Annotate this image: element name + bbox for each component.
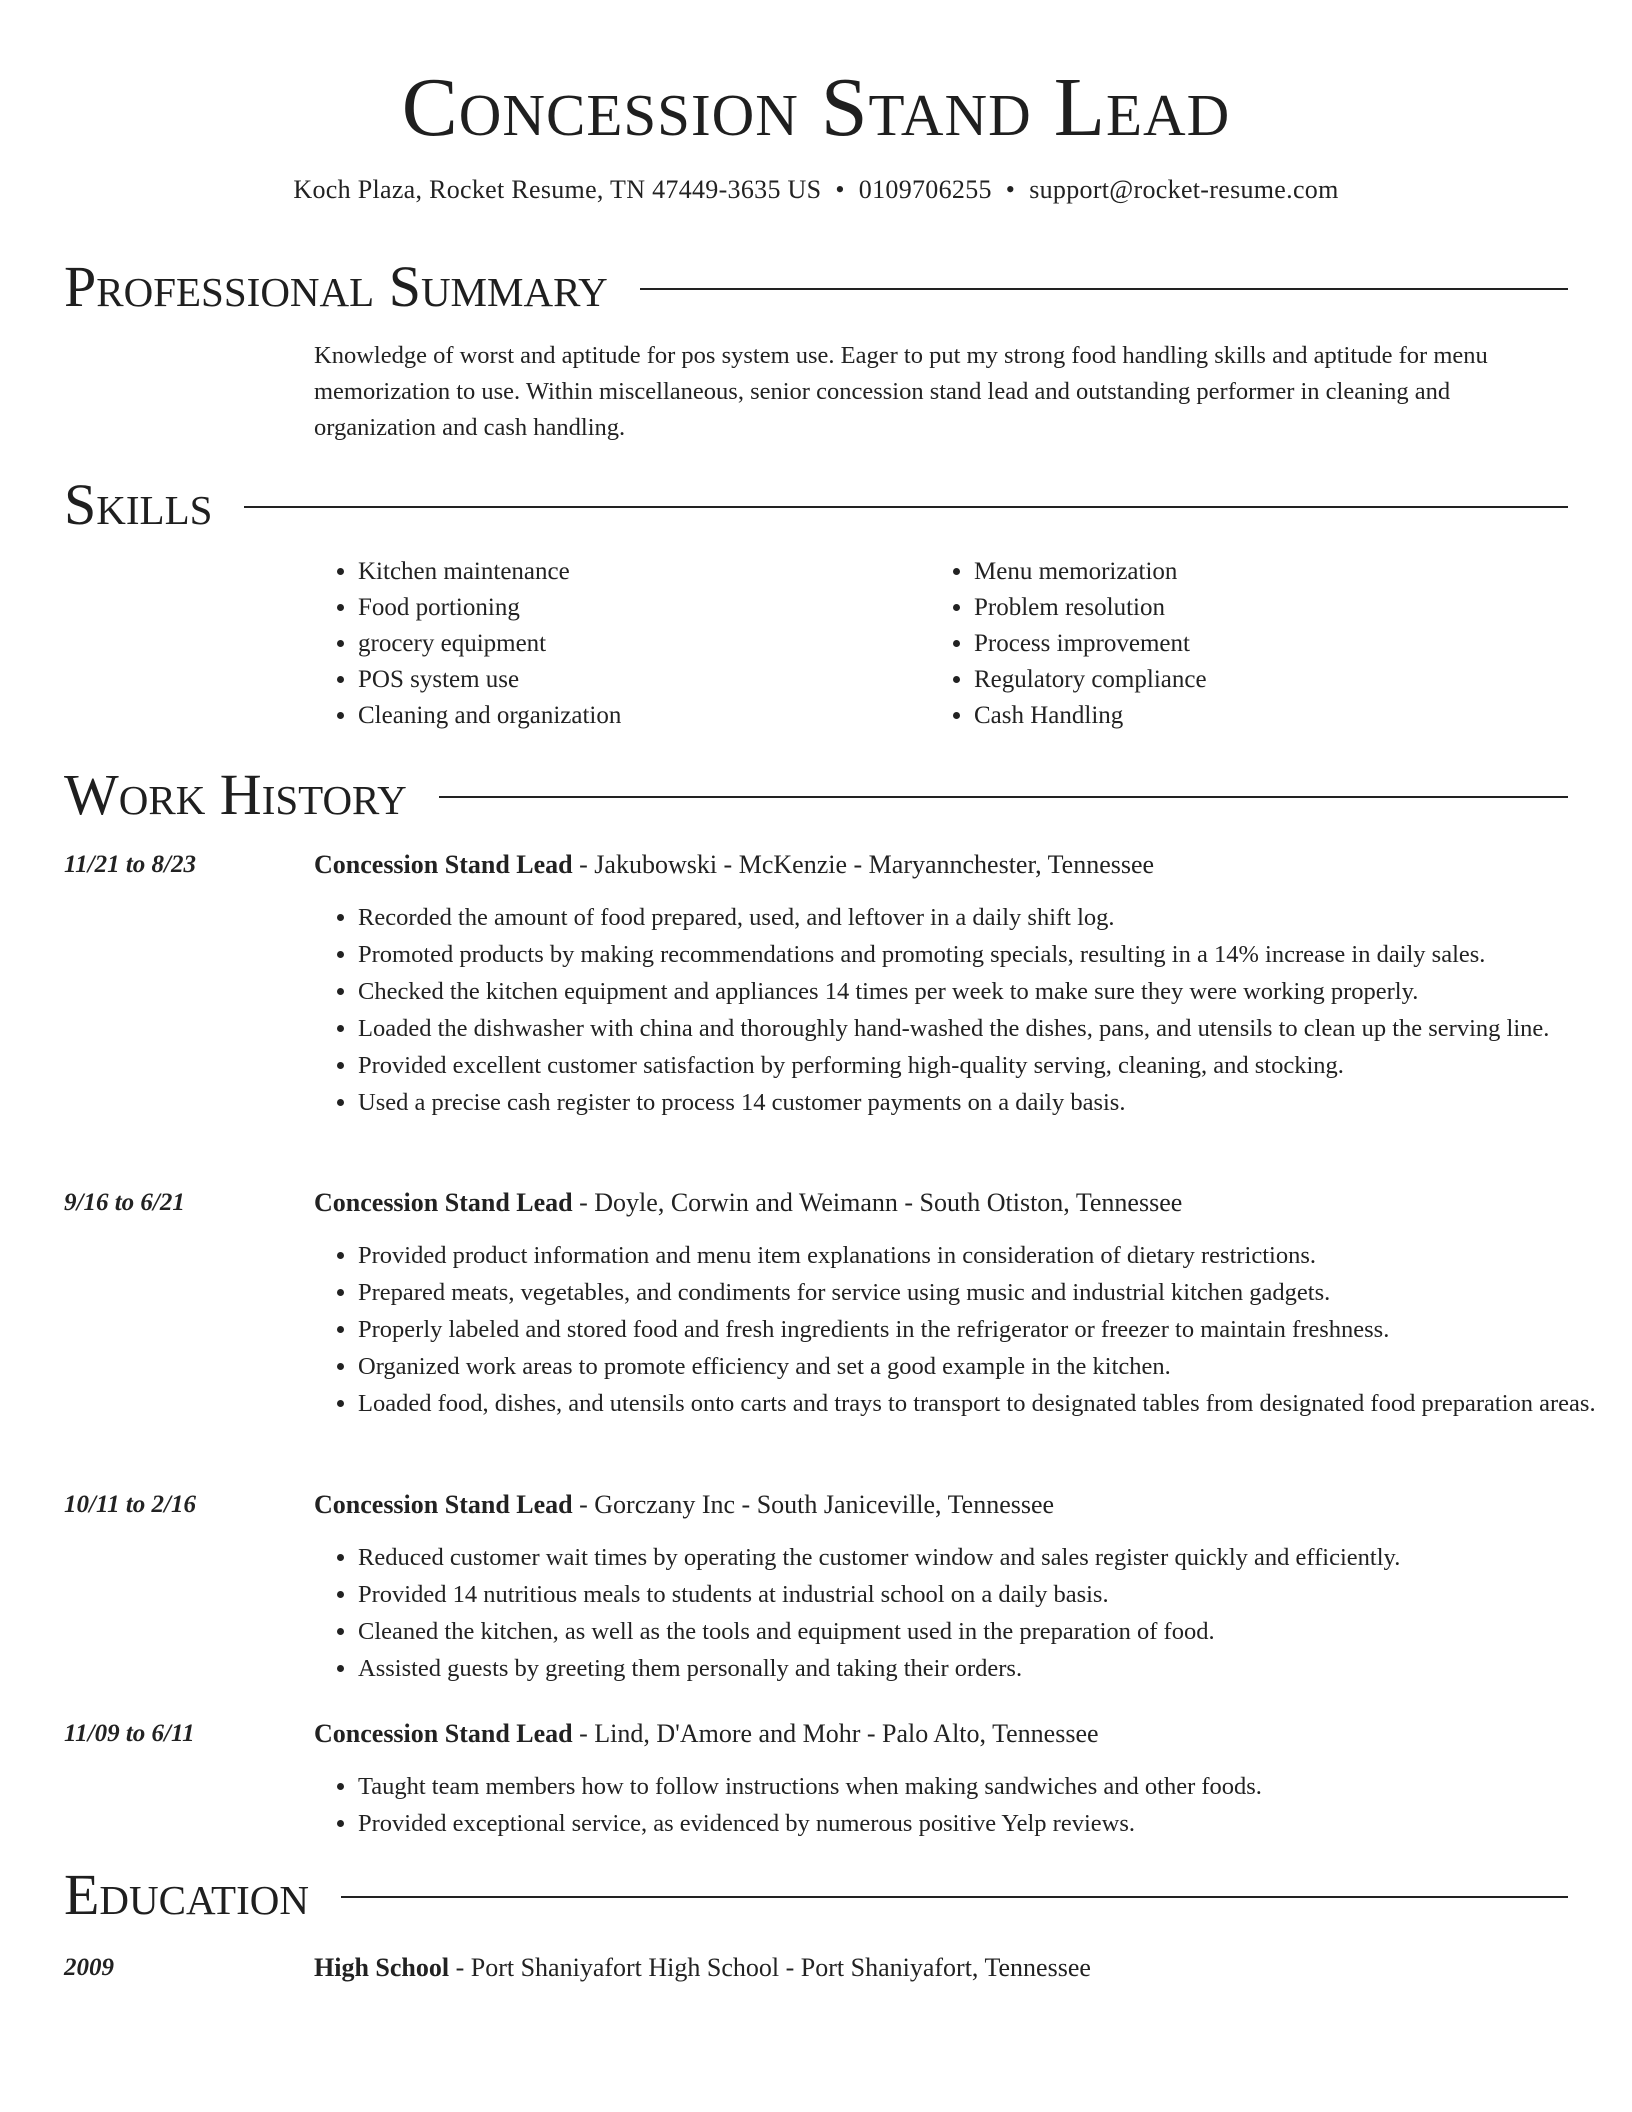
job-bullet-list bbox=[314, 900, 1612, 1122]
job-bullet: • Provided exceptional service, as evidenced by numerous positive Yelp reviews. bbox=[358, 1806, 1612, 1842]
section-divider bbox=[640, 288, 1568, 290]
skill-item: • Menu memorization bbox=[974, 554, 1207, 590]
contact-line bbox=[0, 172, 1632, 208]
contact-email: support@rocket-resume.com bbox=[1029, 175, 1339, 204]
job-dates: 10/11 to 2/16 bbox=[64, 1491, 196, 1518]
skill-item: • Kitchen maintenance bbox=[358, 554, 621, 590]
job-bullet: • Loaded the dishwasher with china and thoroughly hand-washed the dishes, pans, and utensils to clean up the serving line. bbox=[358, 1011, 1612, 1047]
contact-separator: • bbox=[835, 175, 845, 204]
skill-item: • Cash Handling bbox=[974, 698, 1207, 734]
skill-item: • Food portioning bbox=[358, 590, 621, 626]
education-school-location: - Port Shaniyafort High School - Port Shaniyafort, Tennessee bbox=[449, 1953, 1091, 1982]
job-heading bbox=[314, 1186, 1568, 1220]
section-divider bbox=[244, 506, 1568, 508]
job-bullet: • Taught team members how to follow instructions when making sandwiches and other foods. bbox=[358, 1769, 1612, 1805]
skill-item: • grocery equipment bbox=[358, 626, 621, 662]
job-bullet-list bbox=[314, 1238, 1612, 1423]
job-heading bbox=[314, 1488, 1568, 1522]
education-degree: High School bbox=[314, 1953, 450, 1982]
job-employer-location: - Doyle, Corwin and Weimann - South Otiston, Tennessee bbox=[572, 1188, 1183, 1217]
work-heading: Work History bbox=[64, 762, 407, 827]
education-section-header bbox=[64, 1860, 1568, 1930]
job-bullet: • Properly labeled and stored food and fresh ingredients in the refrigerator or freezer to maintain freshness. bbox=[358, 1312, 1612, 1348]
job-bullet-list bbox=[314, 1769, 1612, 1843]
skill-item: • Cleaning and organization bbox=[358, 698, 621, 734]
skills-list-left bbox=[314, 554, 621, 734]
job-bullet: • Recorded the amount of food prepared, used, and leftover in a daily shift log. bbox=[358, 900, 1612, 936]
job-dates: 9/16 to 6/21 bbox=[64, 1189, 185, 1216]
skills-section-header bbox=[64, 470, 1568, 540]
job-bullet: • Prepared meats, vegetables, and condiments for service using music and industrial kitchen gadgets. bbox=[358, 1275, 1612, 1311]
job-dates: 11/09 to 6/11 bbox=[64, 1720, 195, 1747]
job-bullet: • Cleaned the kitchen, as well as the tools and equipment used in the preparation of food. bbox=[358, 1614, 1612, 1650]
job-bullet: • Checked the kitchen equipment and appliances 14 times per week to make sure they were working properly. bbox=[358, 974, 1612, 1010]
contact-address: Koch Plaza, Rocket Resume, TN 47449-3635 US bbox=[293, 175, 822, 204]
job-bullet: • Organized work areas to promote efficiency and set a good example in the kitchen. bbox=[358, 1349, 1612, 1385]
job-title: Concession Stand Lead bbox=[314, 1719, 573, 1748]
skill-item: • POS system use bbox=[358, 662, 621, 698]
section-divider bbox=[439, 796, 1568, 798]
job-bullet-list bbox=[314, 1540, 1612, 1688]
job-employer-location: - Lind, D'Amore and Mohr - Palo Alto, Tennessee bbox=[572, 1719, 1099, 1748]
job-title: Concession Stand Lead bbox=[314, 1188, 573, 1217]
contact-phone: 0109706255 bbox=[858, 175, 992, 204]
section-divider bbox=[341, 1896, 1568, 1898]
job-bullet: • Promoted products by making recommendations and promoting specials, resulting in a 14% increase in daily sales. bbox=[358, 937, 1612, 973]
skills-list-right bbox=[930, 554, 1207, 734]
summary-section-header bbox=[64, 252, 1568, 322]
job-bullet: • Reduced customer wait times by operating the customer window and sales register quickly and efficiently. bbox=[358, 1540, 1612, 1576]
candidate-name: Concession Stand Lead bbox=[401, 61, 1231, 154]
job-employer-location: - Jakubowski - McKenzie - Maryannchester, Tennessee bbox=[572, 850, 1155, 879]
job-title: Concession Stand Lead bbox=[314, 850, 573, 879]
job-bullet: • Provided excellent customer satisfaction by performing high-quality serving, cleaning, and stocking. bbox=[358, 1048, 1612, 1084]
contact-separator: • bbox=[1005, 175, 1016, 204]
job-bullet: • Provided 14 nutritious meals to students at industrial school on a daily basis. bbox=[358, 1577, 1612, 1613]
job-bullet: • Loaded food, dishes, and utensils onto carts and trays to transport to designated tables from designated food preparation areas. bbox=[358, 1386, 1612, 1422]
skill-item: • Process improvement bbox=[974, 626, 1207, 662]
job-dates: 11/21 to 8/23 bbox=[64, 851, 196, 878]
skill-item: • Regulatory compliance bbox=[974, 662, 1207, 698]
job-heading bbox=[314, 1717, 1568, 1751]
education-year: 2009 bbox=[64, 1954, 114, 1981]
summary-heading: Professional Summary bbox=[64, 254, 608, 319]
job-employer-location: - Gorczany Inc - South Janiceville, Tennessee bbox=[572, 1490, 1055, 1519]
summary-paragraph: Knowledge of worst and aptitude for pos system use. Eager to put my strong food handling skills and aptitude for menu memorization to use. Within miscellaneous, senior concession stand lead and outstanding performer in cleaning and organization and cash handling. bbox=[314, 342, 1488, 441]
skill-item: • Problem resolution bbox=[974, 590, 1207, 626]
job-bullet: • Used a precise cash register to process 14 customer payments on a daily basis. bbox=[358, 1085, 1612, 1121]
job-bullet: • Assisted guests by greeting them personally and taking their orders. bbox=[358, 1651, 1612, 1687]
education-heading-line bbox=[314, 1951, 1568, 1985]
work-section-header bbox=[64, 760, 1568, 830]
skills-heading: Skills bbox=[64, 472, 213, 537]
job-bullet: • Provided product information and menu item explanations in consideration of dietary restrictions. bbox=[358, 1238, 1612, 1274]
education-heading: Education bbox=[64, 1862, 309, 1927]
job-title: Concession Stand Lead bbox=[314, 1490, 573, 1519]
job-heading bbox=[314, 848, 1568, 882]
